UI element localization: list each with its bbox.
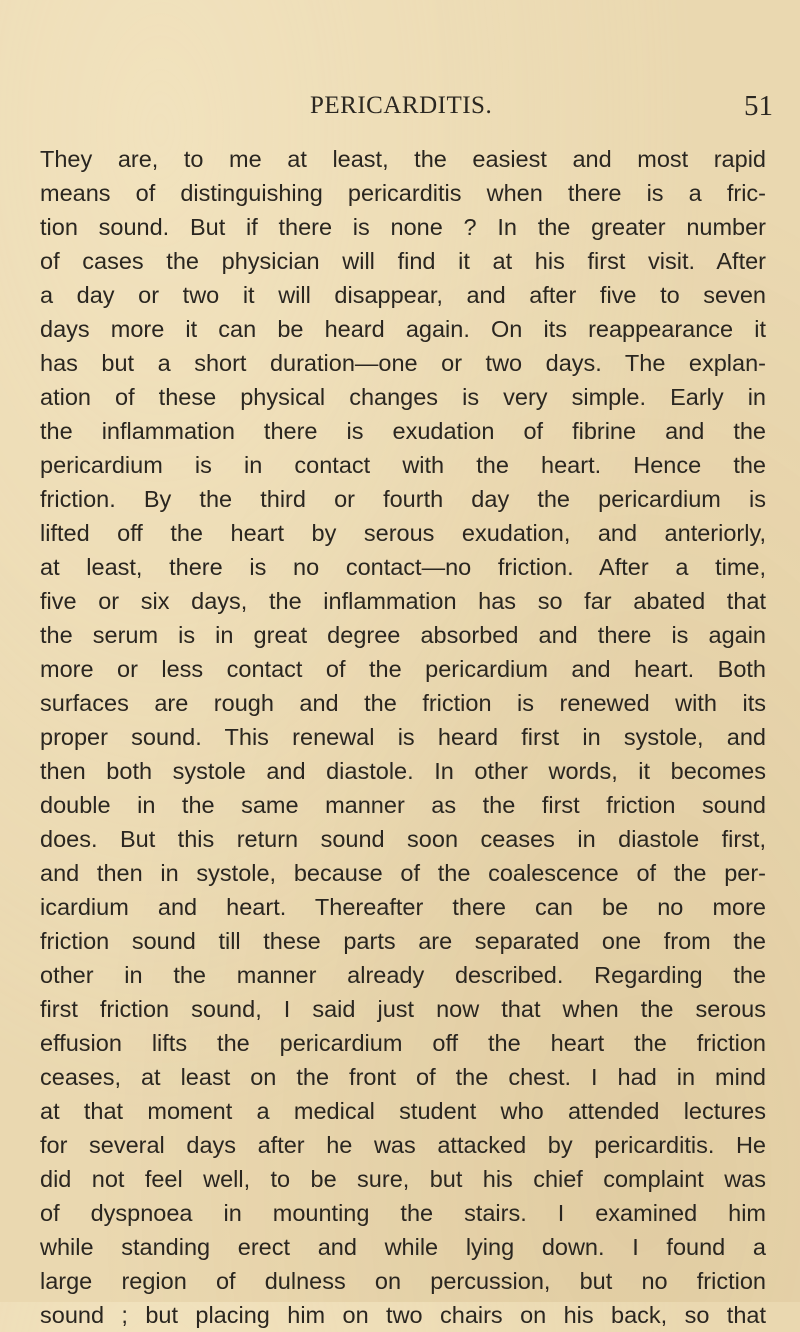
text-line: icardium and heart. Thereafter there can be no more xyxy=(40,894,766,920)
text-line: for several days after he was attacked by pericarditis. He xyxy=(40,1132,766,1158)
text-line: pericardium is in contact with the heart. Hence the xyxy=(40,452,766,478)
text-line: the inflammation there is exudation of fibrine and the xyxy=(40,418,766,444)
text-line: at least, there is no contact—no friction. After a time, xyxy=(40,554,766,580)
text-line: surfaces are rough and the friction is renewed with its xyxy=(40,690,766,716)
text-line: large region of dulness on percussion, but no friction xyxy=(40,1268,766,1294)
text-line: while standing erect and while lying down. I found a xyxy=(40,1234,766,1260)
text-line: does. But this return sound soon ceases in diastole first, xyxy=(40,826,766,852)
text-line: effusion lifts the pericardium off the heart the friction xyxy=(40,1030,766,1056)
text-line: first friction sound, I said just now that when the serous xyxy=(40,996,766,1022)
text-line: did not feel well, to be sure, but his chief complaint was xyxy=(40,1166,766,1192)
text-line: sound ; but placing him on two chairs on his back, so that xyxy=(40,1302,766,1328)
page-number: 51 xyxy=(744,90,773,122)
text-line: friction sound till these parts are separated one from the xyxy=(40,928,766,954)
text-line: other in the manner already described. Regarding the xyxy=(40,962,766,988)
running-head xyxy=(0,86,800,126)
text-line: lifted off the heart by serous exudation, and anteriorly, xyxy=(40,520,766,546)
text-line: friction. By the third or fourth day the pericardium is xyxy=(40,486,766,512)
text-line: of cases the physician will find it at his first visit. After xyxy=(40,248,766,274)
running-title: PERICARDITIS. xyxy=(310,92,493,119)
text-line: means of distinguishing pericarditis when there is a fric- xyxy=(40,180,766,206)
text-line: double in the same manner as the first friction sound xyxy=(40,792,766,818)
text-line: ation of these physical changes is very simple. Early in xyxy=(40,384,766,410)
text-line: the serum is in great degree absorbed and there is again xyxy=(40,622,766,648)
text-line: and then in systole, because of the coalescence of the per- xyxy=(40,860,766,886)
text-line: of dyspnoea in mounting the stairs. I examined him xyxy=(40,1200,766,1226)
text-line: a day or two it will disappear, and after five to seven xyxy=(40,282,766,308)
text-line: at that moment a medical student who attended lectures xyxy=(40,1098,766,1124)
text-line: proper sound. This renewal is heard first in systole, and xyxy=(40,724,766,750)
text-line: days more it can be heard again. On its reappearance it xyxy=(40,316,766,342)
text-line: more or less contact of the pericardium and heart. Both xyxy=(40,656,766,682)
text-line: They are, to me at least, the easiest and most rapid xyxy=(40,146,766,172)
text-line: ceases, at least on the front of the chest. I had in mind xyxy=(40,1064,766,1090)
text-line: has but a short duration—one or two days. The explan- xyxy=(40,350,766,376)
text-line: tion sound. But if there is none ? In the greater number xyxy=(40,214,766,240)
text-line: then both systole and diastole. In other words, it becomes xyxy=(40,758,766,784)
text-line: five or six days, the inflammation has so far abated that xyxy=(40,588,766,614)
